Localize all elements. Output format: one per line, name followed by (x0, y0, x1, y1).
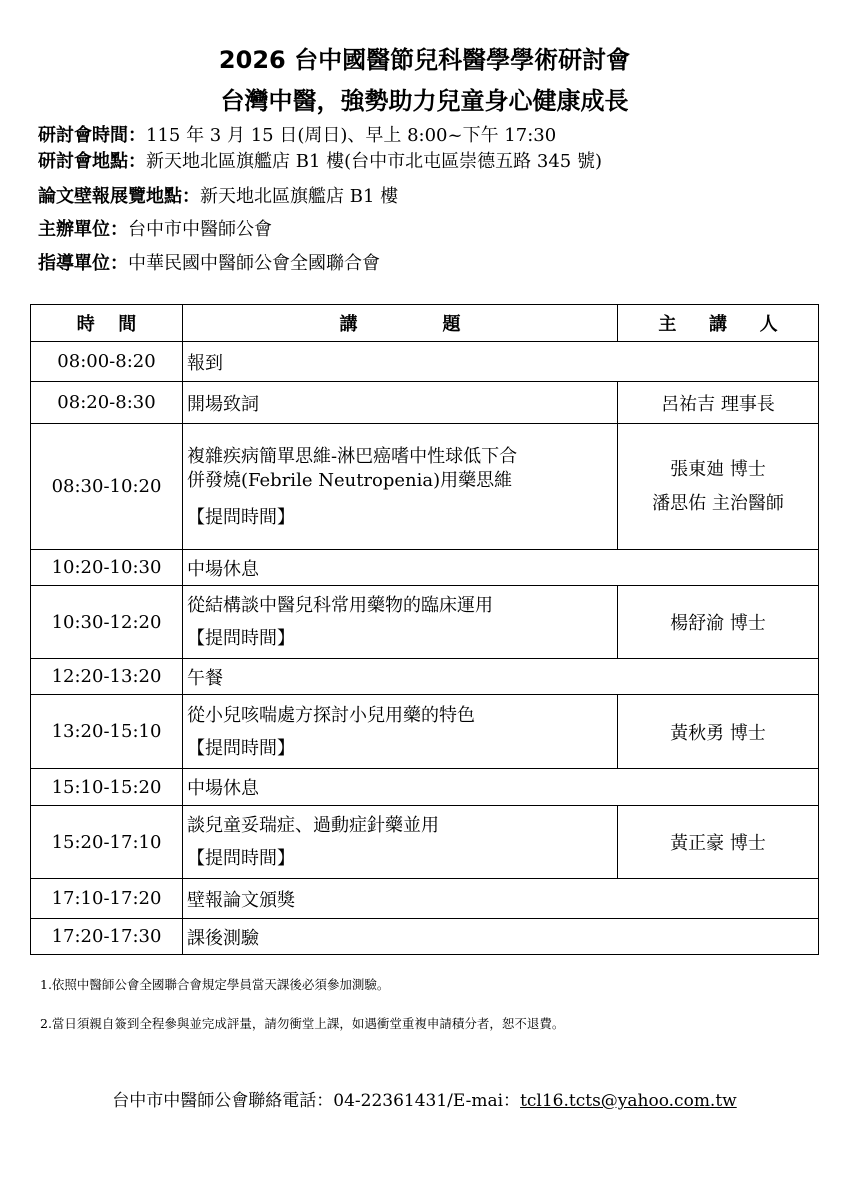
row-topic: 中場休息 (183, 769, 819, 806)
qa-label: 【提問時間】 (187, 848, 295, 869)
row-time: 08:20-8:30 (31, 382, 183, 424)
row-topic: 開場致詞 (183, 382, 618, 424)
info-label: 研討會地點： (38, 151, 146, 172)
footer-phone: 台中市中醫師公會聯絡電話：04-22361431/E-mai： (112, 1091, 521, 1111)
row-topic: 從結構談中醫兒科常用藥物的臨床運用 【提問時間】 (183, 586, 618, 659)
info-organizer (38, 218, 272, 242)
row-topic: 談兒童妥瑞症、過動症針藥並用 【提問時間】 (183, 806, 618, 879)
page-title: 2026 台中國醫節兒科醫學學術研討會 (218, 46, 631, 74)
qa-label: 【提問時間】 (187, 506, 295, 528)
info-label: 研討會時間： (38, 125, 146, 146)
info-time (38, 124, 556, 148)
header-time: 時 間 (31, 305, 183, 342)
row-time: 08:30-10:20 (31, 424, 183, 550)
row-topic: 壁報論文頒獎 (183, 879, 819, 919)
row-topic: 中場休息 (183, 550, 819, 586)
table-header-row (31, 305, 819, 342)
info-label: 論文壁報展覽地點： (38, 186, 200, 207)
info-value: 台中市中醫師公會 (128, 219, 272, 240)
row-time: 15:10-15:20 (31, 769, 183, 806)
row-topic: 從小兒咳喘處方探討小兒用藥的特色 【提問時間】 (183, 695, 618, 769)
info-poster-venue (38, 185, 398, 209)
table-row (31, 659, 819, 695)
row-speaker: 黃正豪 博士 (618, 806, 819, 879)
row-topic: 複雜疾病簡單思維-淋巴癌嗜中性球低下合 併發燒(Febrile Neutropenia)用藥思維 【提問時間】 (183, 424, 618, 550)
row-time: 12:20-13:20 (31, 659, 183, 695)
row-time: 17:10-17:20 (31, 879, 183, 919)
table-row (31, 806, 819, 879)
qa-label: 【提問時間】 (187, 628, 295, 649)
row-time: 10:20-10:30 (31, 550, 183, 586)
email-link[interactable]: tcl16.tcts@yahoo.com.tw (520, 1091, 737, 1111)
table-row (31, 342, 819, 382)
table-row (31, 424, 819, 550)
row-speaker: 張東廸 博士 潘思佑 主治醫師 (618, 424, 819, 550)
info-venue (38, 150, 602, 174)
row-topic: 報到 (183, 342, 819, 382)
header-topic: 講 題 (183, 305, 618, 342)
page-subtitle: 台灣中醫，強勢助力兒童身心健康成長 (220, 87, 629, 115)
info-value: 中華民國中醫師公會全國聯合會 (128, 253, 380, 274)
footer-contact (0, 1086, 849, 1111)
row-topic: 午餐 (183, 659, 819, 695)
info-label: 指導單位： (38, 253, 128, 274)
info-value: 115 年 3 月 15 日(周日)、早上 8:00~下午 17:30 (146, 125, 557, 146)
schedule-table (30, 304, 819, 955)
row-time: 15:20-17:10 (31, 806, 183, 879)
info-value: 新天地北區旗艦店 B1 樓(台中市北屯區崇德五路 345 號) (146, 151, 602, 172)
note-1: 1.依照中醫師公會全國聯合會規定學員當天課後必須參加測驗。 (40, 977, 390, 992)
row-time: 13:20-15:10 (31, 695, 183, 769)
info-value: 新天地北區旗艦店 B1 樓 (200, 186, 399, 207)
table-row (31, 769, 819, 806)
row-topic: 課後測驗 (183, 919, 819, 955)
table-row (31, 879, 819, 919)
table-row (31, 382, 819, 424)
row-time: 10:30-12:20 (31, 586, 183, 659)
row-time: 17:20-17:30 (31, 919, 183, 955)
table-row (31, 695, 819, 769)
header-speaker: 主 講 人 (618, 305, 819, 342)
row-speaker: 呂祐吉 理事長 (618, 382, 819, 424)
table-row (31, 919, 819, 955)
row-speaker: 楊舒渝 博士 (618, 586, 819, 659)
qa-label: 【提問時間】 (187, 737, 295, 759)
note-2: 2.當日須親自簽到全程參與並完成評量，請勿衝堂上課，如遇衝堂重複申請積分者，恕不退費。 (40, 1016, 565, 1031)
row-time: 08:00-8:20 (31, 342, 183, 382)
info-label: 主辦單位： (38, 219, 128, 240)
info-supervisor (38, 252, 380, 276)
table-row (31, 550, 819, 586)
row-speaker: 黃秋勇 博士 (618, 695, 819, 769)
table-row (31, 586, 819, 659)
